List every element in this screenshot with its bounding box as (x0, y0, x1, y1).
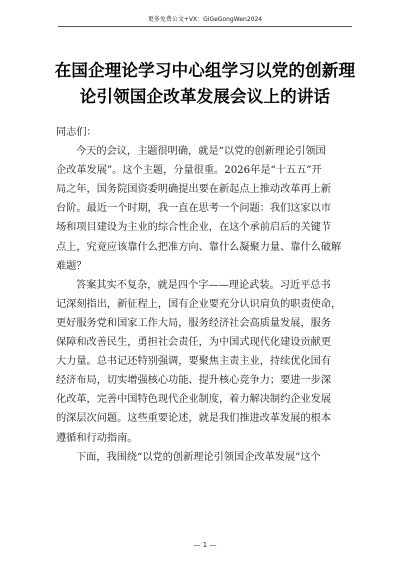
body-line: 遵循和行动指南。 (56, 432, 138, 444)
body-line: 今天的会议，主题很明确，就是“以党的创新理论引领国 (76, 146, 326, 158)
header-text: 更多免费公文+VX：GiGeGongWen2024 (147, 16, 263, 23)
body-line: 的深层次问题。这些重要论述，就是我们推进改革发展的根本 (56, 413, 332, 425)
body-line: 难题？ (56, 260, 87, 272)
body-line: 点上，究竟应该靠什么把准方向、靠什么凝聚力量、靠什么破解 (56, 241, 342, 253)
body-line: 下面，我围绕“以党的创新理论引领国企改革发展”这个 (76, 451, 321, 463)
document-body (56, 123, 356, 467)
document-title (0, 58, 410, 110)
header-divider (58, 26, 352, 27)
body-line: 台阶。最近一个时期，我一直在思考一个问题：我们这家以市 (56, 203, 332, 215)
body-line: 保障和改善民生，勇担社会责任，为中国式现代化建设贡献更 (56, 337, 332, 349)
body-line: 化改革，完善中国特色现代企业制度，着力解决制约企业发展 (56, 394, 332, 406)
body-line: 记深刻指出，新征程上，国有企业要充分认识肩负的职责使命， (56, 298, 342, 310)
body-line: 大力量。总书记还特别强调，要聚焦主责主业，持续优化国有 (56, 356, 332, 368)
body-line: 局之年，国务院国资委明确提出要在新起点上推动改革再上新 (56, 184, 332, 196)
body-line: 更好服务党和国家工作大局，服务经济社会高质量发展，服务 (56, 317, 332, 329)
body-line: 答案其实不复杂，就是四个字——理论武装。习近平总书 (76, 279, 331, 291)
title-line-1: 在国企理论学习中心组学习以党的创新理 (54, 61, 356, 80)
salutation: 同志们： (56, 127, 97, 138)
page-number: — 1 — (193, 541, 217, 549)
title-line-2: 论引领国企改革发展会议上的讲话 (79, 87, 331, 106)
body-line: 场和项目建设为主业的综合性企业，在这个承前启后的关键节 (56, 222, 332, 234)
body-line: 经济布局，切实增强核心功能、提升核心竞争力；要进一步深 (56, 375, 332, 387)
body-line: 企改革发展”。这个主题，分量很重。2026年是“十五五”开 (56, 165, 322, 177)
